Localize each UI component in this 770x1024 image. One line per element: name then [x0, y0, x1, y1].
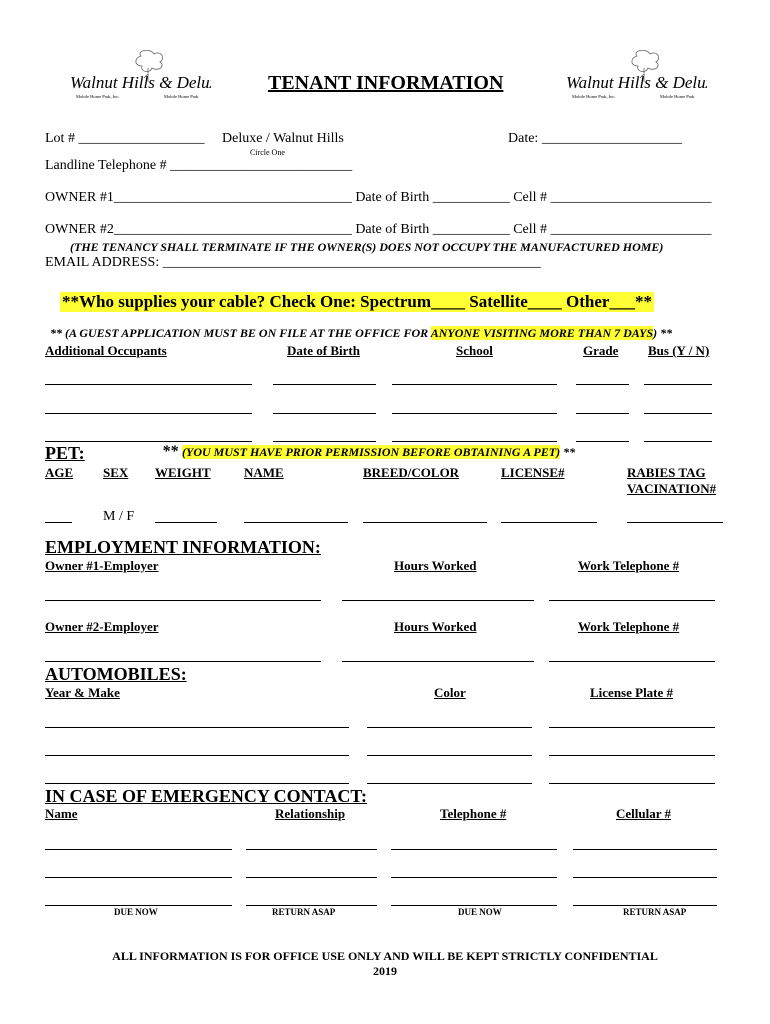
occupant-grade-line[interactable]: [576, 413, 629, 414]
pet-label: PET:: [45, 443, 85, 463]
emergency-relationship-line[interactable]: [246, 877, 377, 878]
occupant-dob-line[interactable]: [273, 384, 376, 385]
landline-field[interactable]: Landline Telephone # __________________________: [45, 158, 353, 173]
date-field[interactable]: Date: ____________________: [508, 131, 682, 146]
emergency-telephone-line[interactable]: [391, 877, 557, 878]
pet-header-sex: SEX: [103, 465, 129, 480]
header-bus: Bus (Y / N): [648, 343, 710, 358]
occupant-bus-line[interactable]: [644, 413, 712, 414]
pet-age-line[interactable]: [45, 522, 72, 523]
emergency-header-name: Name: [45, 806, 78, 821]
guest-note: ** (A GUEST APPLICATION MUST BE ON FILE AT THE OFFICE FOR ANYONE VISITING MORE THAN 7 DAYS) **: [50, 326, 673, 340]
pet-header-vaccination: VACINATION#: [627, 481, 717, 496]
park-logo-left: [66, 48, 211, 108]
auto-plate-line[interactable]: [549, 755, 715, 756]
termination-note: (THE TENANCY SHALL TERMINATE IF THE OWNER(S) DOES NOT OCCUPY THE MANUFACTURED HOME): [70, 240, 664, 254]
emergency-cellular-line[interactable]: [573, 877, 717, 878]
pet-name-line[interactable]: [244, 522, 348, 523]
occupant-school-line[interactable]: [392, 413, 557, 414]
pet-note: ** (YOU MUST HAVE PRIOR PERMISSION BEFORE OBTAINING A PET) **: [162, 443, 576, 460]
return-asap-label-2: RETURN ASAP: [623, 907, 687, 917]
emergency-header-relationship: Relationship: [275, 806, 346, 821]
automobiles-title: AUTOMOBILES:: [45, 664, 187, 684]
auto-header-color: Color: [434, 685, 466, 700]
pet-header-weight: WEIGHT: [155, 465, 211, 480]
pet-header-name: NAME: [244, 465, 284, 480]
owner2-work-phone-line[interactable]: [549, 661, 715, 662]
pet-header-age: AGE: [45, 465, 74, 480]
header-school: School: [456, 343, 493, 358]
emergency-name-line[interactable]: [45, 877, 232, 878]
emergency-telephone-line[interactable]: [391, 849, 557, 850]
circle-one-note: Circle One: [250, 148, 285, 157]
header-date-of-birth: Date of Birth: [287, 343, 360, 358]
emergency-cellular-line[interactable]: [573, 849, 717, 850]
svg-text:Mobile Home Park, Inc.: Mobile Home Park, Inc.: [76, 94, 120, 99]
occupant-grade-line[interactable]: [576, 384, 629, 385]
emergency-name-line[interactable]: [45, 849, 232, 850]
owner2-employer-line[interactable]: [45, 661, 321, 662]
owner1-work-phone-line[interactable]: [549, 600, 715, 601]
emergency-title: IN CASE OF EMERGENCY CONTACT:: [45, 786, 368, 806]
email-field[interactable]: EMAIL ADDRESS: ______________________________________________________: [45, 255, 541, 270]
due-now-label: DUE NOW: [114, 907, 158, 917]
svg-text:Mobile Home Park: Mobile Home Park: [660, 94, 695, 99]
owner2-employer-label: Owner #2-Employer: [45, 619, 159, 634]
emergency-header-telephone: Telephone #: [440, 806, 507, 821]
svg-text:Mobile Home Park, Inc.: Mobile Home Park, Inc.: [572, 94, 616, 99]
pet-weight-line[interactable]: [155, 522, 217, 523]
logo-left-text: Walnut Hills & Deluxe: [70, 73, 211, 92]
pet-header-rabies: RABIES TAG: [627, 465, 706, 480]
logo-right-text: Walnut Hills & Deluxe: [566, 73, 707, 92]
owner1-employer-line[interactable]: [45, 600, 321, 601]
auto-plate-line[interactable]: [549, 783, 715, 784]
emergency-relationship-line[interactable]: [246, 849, 377, 850]
occupant-bus-line[interactable]: [644, 441, 712, 442]
pet-license-line[interactable]: [501, 522, 597, 523]
emergency-telephone-line[interactable]: [391, 905, 557, 906]
form-year: 2019: [373, 964, 397, 978]
park-logo-right: [562, 48, 707, 108]
auto-header-license-plate: License Plate #: [590, 685, 674, 700]
page-title: TENANT INFORMATION: [268, 72, 504, 94]
work-phone-label-2: Work Telephone #: [578, 619, 680, 634]
hours-worked-label: Hours Worked: [394, 558, 477, 573]
auto-year-make-line[interactable]: [45, 783, 349, 784]
emergency-header-cellular: Cellular #: [616, 806, 672, 821]
pet-vaccination-line[interactable]: [627, 522, 723, 523]
occupant-school-line[interactable]: [392, 441, 557, 442]
header-additional-occupants: Additional Occupants: [45, 343, 167, 358]
pet-header-breed: BREED/COLOR: [363, 465, 460, 480]
auto-color-line[interactable]: [367, 783, 532, 784]
auto-color-line[interactable]: [367, 727, 532, 728]
guest-note-highlight: ANYONE VISITING MORE THAN 7 DAYS: [430, 326, 654, 340]
cable-question[interactable]: **Who supplies your cable? Check One: Spectrum____ Satellite____ Other___**: [62, 292, 652, 311]
hours-worked-label-2: Hours Worked: [394, 619, 477, 634]
auto-year-make-line[interactable]: [45, 727, 349, 728]
owner1-hours-line[interactable]: [342, 600, 534, 601]
auto-year-make-line[interactable]: [45, 755, 349, 756]
owner2-row[interactable]: OWNER #2__________________________________ Date of Birth ___________ Cell # _______________________: [45, 222, 712, 237]
return-asap-label: RETURN ASAP: [272, 907, 336, 917]
occupant-school-line[interactable]: [392, 384, 557, 385]
emergency-cellular-line[interactable]: [573, 905, 717, 906]
lot-field[interactable]: Lot # __________________: [45, 131, 205, 146]
emergency-name-line[interactable]: [45, 905, 232, 906]
pet-breed-line[interactable]: [363, 522, 487, 523]
park-choice[interactable]: Deluxe / Walnut Hills: [222, 131, 344, 146]
occupant-dob-line[interactable]: [273, 441, 376, 442]
emergency-relationship-line[interactable]: [246, 905, 377, 906]
occupant-grade-line[interactable]: [576, 441, 629, 442]
header-grade: Grade: [583, 343, 619, 358]
pet-sex-choice[interactable]: M / F: [103, 509, 135, 524]
occupant-name-line[interactable]: [45, 441, 252, 442]
occupant-name-line[interactable]: [45, 384, 252, 385]
occupant-dob-line[interactable]: [273, 413, 376, 414]
confidential-notice: ALL INFORMATION IS FOR OFFICE USE ONLY AND WILL BE KEPT STRICTLY CONFIDENTIAL: [112, 949, 658, 963]
pet-header-license: LICENSE#: [501, 465, 565, 480]
occupant-name-line[interactable]: [45, 413, 252, 414]
occupant-bus-line[interactable]: [644, 384, 712, 385]
owner1-row[interactable]: OWNER #1__________________________________ Date of Birth ___________ Cell # _______________________: [45, 190, 712, 205]
svg-text:Mobile Home Park: Mobile Home Park: [164, 94, 199, 99]
due-now-label-2: DUE NOW: [458, 907, 502, 917]
auto-color-line[interactable]: [367, 755, 532, 756]
owner1-employer-label: Owner #1-Employer: [45, 558, 159, 573]
auto-header-year-make: Year & Make: [45, 685, 120, 700]
owner2-hours-line[interactable]: [342, 661, 534, 662]
employment-title: EMPLOYMENT INFORMATION:: [45, 537, 321, 557]
auto-plate-line[interactable]: [549, 727, 715, 728]
work-phone-label: Work Telephone #: [578, 558, 680, 573]
